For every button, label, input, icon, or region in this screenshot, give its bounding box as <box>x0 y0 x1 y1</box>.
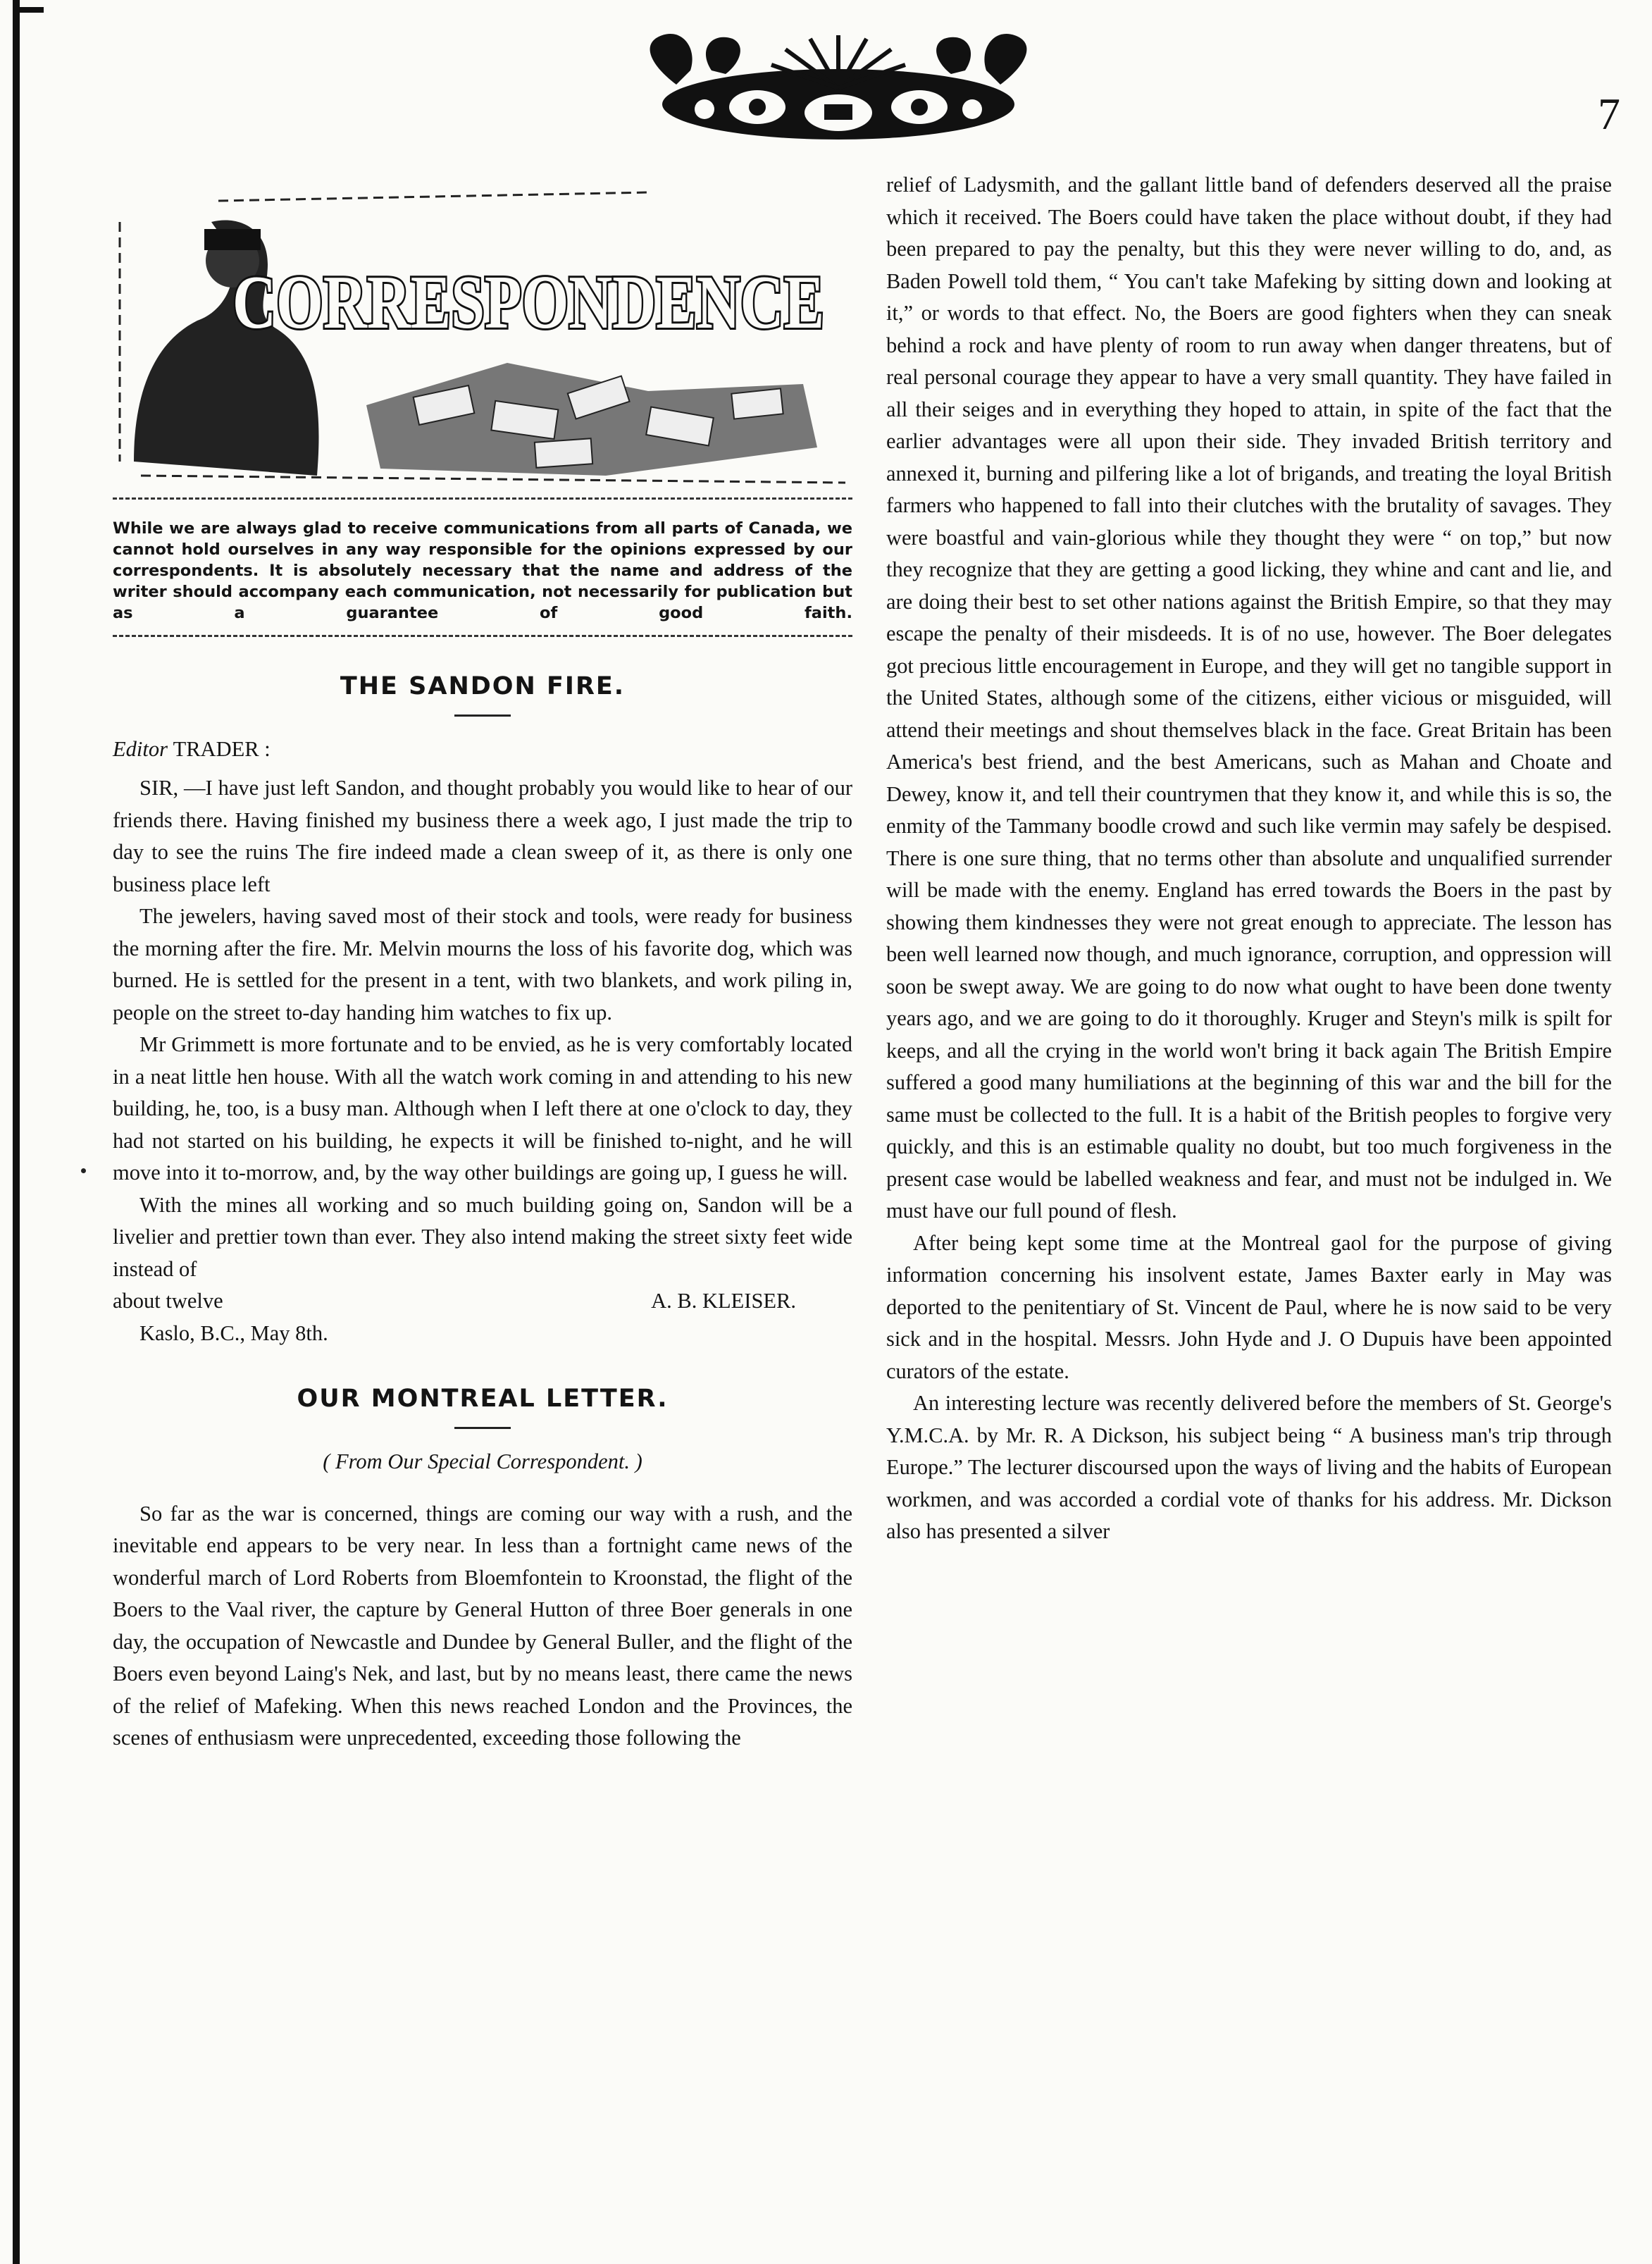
sandon-dateline: Kaslo, B.C., May 8th. <box>139 1320 328 1345</box>
sandon-salutation <box>113 734 852 765</box>
sandon-closing-text: about twelve <box>113 1289 223 1313</box>
sandon-paragraph: SIR, —I have just left Sandon, and thought probably you would like to hear of our friends there. Having finished my business there a week ago, I just made the trip to day to see the ruins The fire indeed made a clean sweep of it, as there is only one business place left <box>113 776 852 896</box>
banner-rule-top <box>113 497 852 500</box>
left-margin-rule <box>13 0 20 2264</box>
montreal-heading-rule <box>454 1427 511 1429</box>
salutation-trader: TRADER : <box>173 737 271 761</box>
left-margin-tick <box>13 7 44 13</box>
montreal-paragraph: So far as the war is concerned, things are coming our way with a rush, and the inevitable end appears to be very near. In less than a fortnight came news of the wonderful march of Lord Roberts from Bloemfontein to Kroonstad, the flight of the Boers to the Vaal river, the capture by General Hutton of three Boer generals in one day, the occupation of Newcastle and Dundee by General Buller, and the flight of the Boers even beyond Laing's Nek, and last, but by no means least, there came the news of the relief of Mafeking. When this news reached London and the Provinces, the scenes of enthusiasm were unprecedented, exceeding those following the <box>113 1501 852 1750</box>
sandon-closing <box>113 1285 852 1318</box>
sandon-signature: A. B. KLEISER. <box>651 1289 796 1313</box>
salutation-editor: Editor <box>113 737 168 761</box>
right-column <box>886 169 1612 1548</box>
page-number: 7 <box>1598 89 1620 139</box>
montreal-paragraph: An interesting lecture was recently delivered before the members of St. George's Y.M.C.A. by Mr. R. A Dickson, his subject being “ A business man's trip through Europe.” The lecturer discoursed upon the ways of living and the habits of European workmen, and was accorded a cordial vote of thanks for his address. Mr. Dickson also has presented a silver <box>886 1391 1612 1543</box>
header-ornament-icon <box>634 21 1043 144</box>
correspondence-banner <box>113 180 852 490</box>
sandon-heading-rule <box>454 715 511 717</box>
banner-title: CORRESPONDENCE <box>232 261 824 345</box>
sandon-heading: THE SANDON FIRE. <box>340 672 626 700</box>
margin-dot <box>81 1168 86 1173</box>
montreal-paragraph: After being kept some time at the Montreal gaol for the purpose of giving information concerning his insolvent estate, James Baxter early in May was deported to the penitentiary of St. Vincent de Paul, where he is now said to be very sick and in the hospital. Messrs. John Hyde and J. O Dupuis have been appointed curators of the estate. <box>886 1230 1612 1383</box>
banner-rule-bottom <box>113 635 852 637</box>
correspondence-notice: While we are always glad to receive communications from all parts of Canada, we cannot hold ourselves in any way responsible for the opinions expressed by our correspondents. It is absolutely necessary that the name and address of the writer should accompany each communication, not necessarily for publication but as a guarantee of good faith. <box>113 519 852 622</box>
montreal-paragraph: relief of Ladysmith, and the gallant little band of defenders deserved all the praise which it received. The Boers could have taken the place without doubt, if they had been prepared to pay the penalty, but this they were never willing to do, and, as Baden Powell told them, “ You can't take Mafeking by sitting down and looking at it,” or words to that effect. No, the Boers are good fighters when they can sneak behind a rock and have plenty of room to run away when danger threatens, but of real personal courage they appear to have a very small quantity. They have failed in all their seiges and in everything they hoped to attain, in spite of the fact that the earlier advantages were all upon their side. They invaded British territory and annexed it, burning and pilfering like a lot of brigands, and treating the loyal British farmers who happened to fall into their clutches with the brutality of savages. They were boastful and vain-glorious while they thought they were “ on top,” but now they recognize that they are getting a good licking, they whine and cant and lie, and are doing their best to set other nations against the British Empire, so that they may escape the penalty of their misdeeds. It is of no use, however. The Boer delegates got precious little encouragement in Europe, and they will get no tangible support in the United States, although some of the citizens, either vicious or misguided, will attend their meetings and shout themselves black in the face. Great Britain has been America's best friend, and the best Americans, such as Mahan and Choate and Dewey, know it, and tell their countrymen that they know it, and while this is so, the enmity of the Tammany boodle crowd and such like vermin may safely be despised. There is one sure thing, that no terms other than absolute and unqualified surrender will be made with the enemy. England has erred towards the Boers in the past by showing them kindnesses they were not great enough to appreciate. The lesson has been well learned now though, and much ignorance, corruption, and oppression will soon be swept away. We are going to do now what ought to have been done twenty years ago, and we are going to do it thoroughly. Kruger and Steyn's milk is spilt for keeps, and all the crying in the world won't bring it back again The British Empire suffered a good many humiliations at the beginning of this war and the bill for the same must be collected to the full. It is a habit of the British peoples to forgive very quickly, and this is an estimable quality no doubt, but too much forgiveness in the present case would be labelled weakness and fear, and must not be indulged in. We must have our full pound of flesh. <box>886 173 1612 1223</box>
montreal-subheading: ( From Our Special Correspondent. ) <box>323 1449 642 1473</box>
left-column <box>113 180 852 1755</box>
montreal-heading: OUR MONTREAL LETTER. <box>297 1385 669 1413</box>
sandon-paragraph: Mr Grimmett is more fortunate and to be envied, as he is very comfortably located in a neat little hen house. With all the watch work coming in and attending to his new building, he, too, is a busy man. Although when I left there at one o'clock to day, they had not started on his building, he expects it will be finished to-night, and he will move into it to-morrow, and, by the way other buildings are going up, I guess he will. <box>113 1032 852 1184</box>
sandon-paragraph: With the mines all working and so much building going on, Sandon will be a livelier and prettier town than ever. They also intend making the street sixty feet wide instead of <box>113 1192 852 1281</box>
sandon-paragraph: The jewelers, having saved most of their stock and tools, were ready for business the morning after the fire. Mr. Melvin mourns the loss of his favorite dog, which was burned. He is settled for the present in a tent, with two blankets, and work piling in, people on the street to-day handing him watches to fix up. <box>113 904 852 1025</box>
